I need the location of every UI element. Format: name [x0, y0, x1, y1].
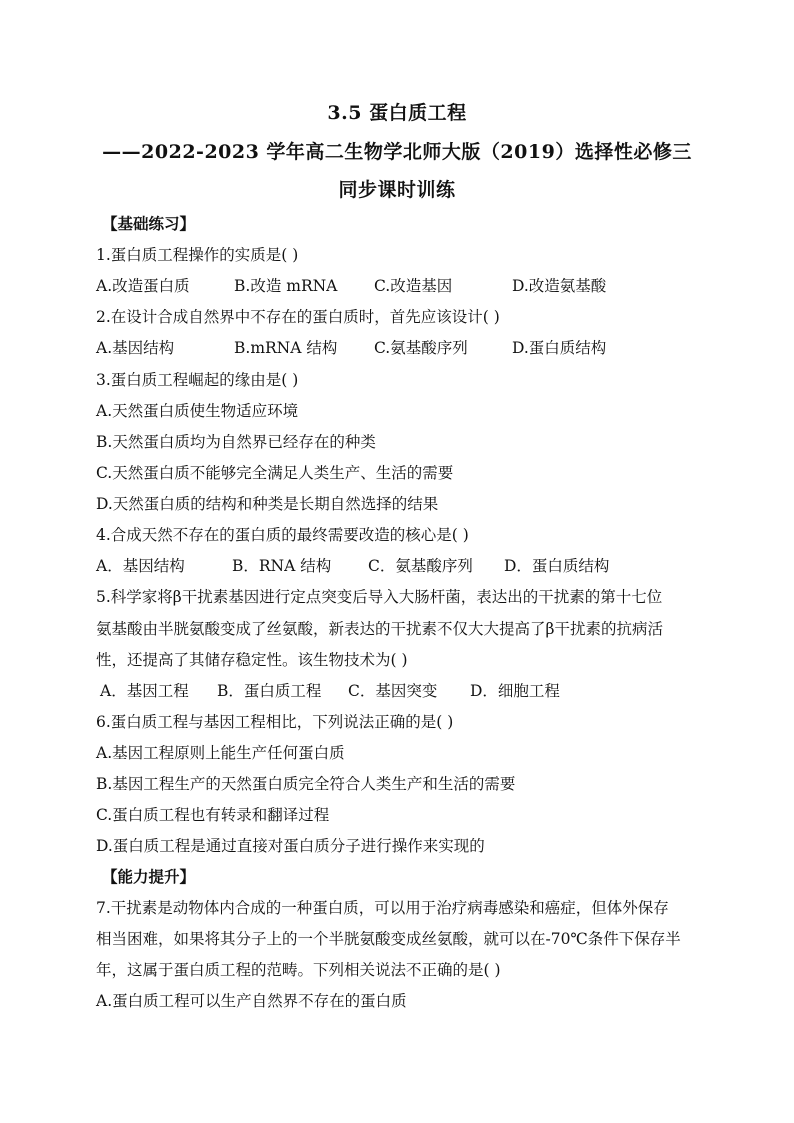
option-d: D．细胞工程 [470, 682, 560, 700]
question-6-option-a: A.基因工程原则上能生产任何蛋白质 [96, 744, 345, 762]
question-7-option-a: A.蛋白质工程可以生产自然界不存在的蛋白质 [96, 992, 407, 1010]
option-b: B.mRNA 结构 [234, 339, 338, 357]
option-a: A．基因结构 [96, 557, 185, 575]
question-3-stem: 3.蛋白质工程崛起的缘由是( ) [96, 371, 299, 389]
question-4-stem: 4.合成天然不存在的蛋白质的最终需要改造的核心是( ) [96, 526, 469, 544]
question-3-option-d: D.天然蛋白质的结构和种类是长期自然选择的结果 [96, 495, 439, 513]
option-b: B．RNA 结构 [232, 557, 332, 575]
question-7-stem-line-2: 相当困难，如果将其分子上的一个半胱氨酸变成丝氨酸，就可以在-70℃条件下保存半 [96, 930, 681, 948]
document-subtitle: ——2022-2023 学年高二生物学北师大版（2019）选择性必修三 [102, 141, 692, 163]
document-title: 3.5 蛋白质工程 [327, 102, 467, 124]
question-2-stem: 2.在设计合成自然界中不存在的蛋白质时，首先应该设计( ) [96, 308, 500, 326]
question-6-stem: 6.蛋白质工程与基因工程相比，下列说法正确的是( ) [96, 713, 454, 731]
question-1-options [96, 276, 716, 296]
question-5-stem-line-3: 性，还提高了其储存稳定性。该生物技术为( ) [96, 651, 408, 669]
option-c: C.氨基酸序列 [374, 339, 468, 357]
option-a: A.改造蛋白质 [96, 277, 190, 295]
option-c: C.改造基因 [374, 277, 453, 295]
option-b: B.改造 mRNA [234, 277, 338, 295]
question-4-options [96, 556, 716, 576]
section-heading-basic: 【基础练习】 [102, 214, 196, 233]
question-6-option-d: D.蛋白质工程是通过直接对蛋白质分子进行操作来实现的 [96, 837, 485, 855]
question-6-option-b: B.基因工程生产的天然蛋白质完全符合人类生产和生活的需要 [96, 775, 516, 793]
option-d: D.改造氨基酸 [512, 277, 607, 295]
question-7-stem-line-3: 年，这属于蛋白质工程的范畴。下列相关说法不正确的是( ) [96, 961, 501, 979]
option-a: A．基因工程 [100, 682, 189, 700]
option-a: A.基因结构 [96, 339, 175, 357]
question-5-stem-line-2: 氨基酸由半胱氨酸变成了丝氨酸，新表达的干扰素不仅大大提高了β干扰素的抗病活 [96, 620, 663, 638]
option-d: D.蛋白质结构 [512, 339, 607, 357]
question-7-stem-line-1: 7.干扰素是动物体内合成的一种蛋白质，可以用于治疗病毒感染和癌症，但体外保存 [96, 899, 669, 917]
question-3-option-b: B.天然蛋白质均为自然界已经存在的种类 [96, 433, 376, 451]
option-c: C．氨基酸序列 [368, 557, 473, 575]
question-6-option-c: C.蛋白质工程也有转录和翻译过程 [96, 806, 330, 824]
option-c: C．基因突变 [348, 682, 438, 700]
question-2-options [96, 338, 716, 358]
question-3-option-a: A.天然蛋白质使生物适应环境 [96, 402, 299, 420]
question-5-options [100, 681, 720, 701]
section-heading-advanced: 【能力提升】 [102, 867, 196, 886]
question-1-stem: 1.蛋白质工程操作的实质是( ) [96, 246, 299, 264]
question-3-option-c: C.天然蛋白质不能够完全满足人类生产、生活的需要 [96, 464, 454, 482]
option-b: B．蛋白质工程 [217, 682, 322, 700]
question-5-stem-line-1: 5.科学家将β干扰素基因进行定点突变后导入大肠杆菌，表达出的干扰素的第十七位 [96, 588, 663, 606]
document-subtitle-2: 同步课时训练 [338, 179, 456, 201]
option-d: D．蛋白质结构 [504, 557, 610, 575]
